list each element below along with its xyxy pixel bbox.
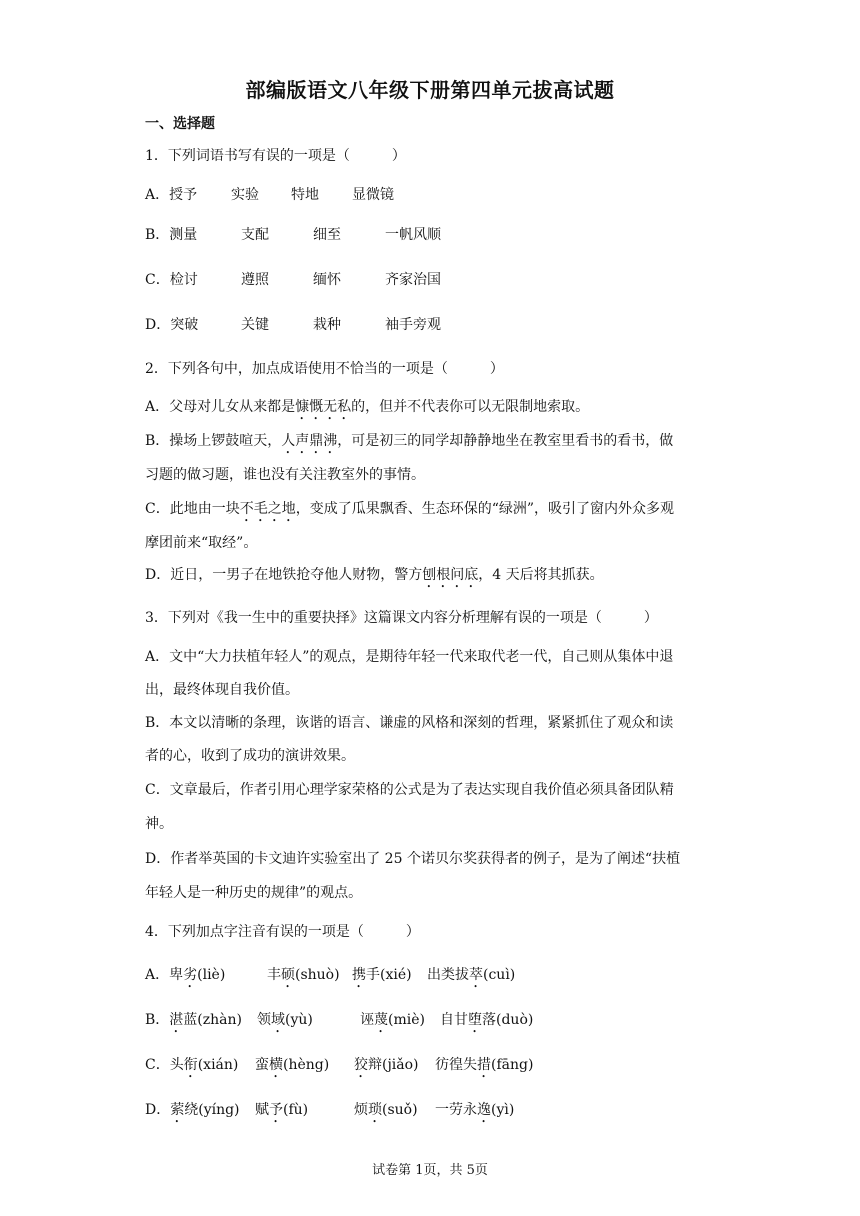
pinyin-item — [267, 965, 352, 991]
question-1-option-c — [145, 270, 441, 290]
question-3-option-a: A．文中“大力扶植年轻人”的观点，是期待年轻一代来取代老一代，自己则从集体中退 — [145, 649, 674, 665]
option-d-word-2: 关键 — [241, 317, 269, 333]
text: C．头 — [145, 1057, 184, 1073]
dotted-char: 劣 — [183, 967, 198, 983]
option-c-word-3: 缅怀 — [313, 272, 341, 288]
option-b-word-1: B．测量 — [145, 227, 198, 243]
question-3-option-d-cont: 年轻人是一种历史的规律”的观点。 — [145, 885, 363, 901]
question-1-option-b — [145, 225, 441, 245]
dotted-char: 衔 — [183, 1057, 198, 1073]
text: 自甘 — [440, 1012, 468, 1028]
pinyin-item — [354, 1055, 435, 1081]
text: 落(duò) — [482, 1012, 534, 1028]
dotted-char: 予 — [269, 1102, 283, 1118]
pinyin-item — [427, 965, 515, 991]
text: 蓝(zhàn) — [183, 1012, 242, 1028]
question-4-option-c — [145, 1055, 533, 1081]
question-1-option-a — [145, 185, 394, 205]
question-1-stem: 1．下列词语书写有误的一项是（ ） — [145, 148, 406, 164]
text: A．卑 — [145, 967, 184, 983]
text: (hèng) — [283, 1057, 330, 1073]
text: 彷徨失 — [435, 1057, 477, 1073]
text: (yù) — [285, 1012, 313, 1028]
text: 的，但并不代表你可以无限制地索取。 — [351, 399, 590, 415]
dotted-idiom: 刨根问底 — [422, 567, 479, 583]
text: D． — [145, 1102, 171, 1118]
text: B．操场上锣鼓喧天， — [145, 433, 282, 449]
option-a-word-1: A．授予 — [145, 187, 198, 203]
question-4-stem: 4．下列加点字注音有误的一项是（ ） — [145, 924, 420, 940]
text: 烦 — [354, 1102, 368, 1118]
question-2-option-c-cont: 摩团前来“取经”。 — [145, 535, 258, 551]
text: 一劳永 — [435, 1102, 477, 1118]
question-2-stem: 2．下列各句中，加点成语使用不恰当的一项是（ ） — [145, 361, 504, 377]
question-3-option-c: C．文章最后，作者引用心理学家荣格的公式是为了表达实现自我价值必须具备团队精 — [145, 782, 674, 798]
option-b-word-3: 细至 — [313, 227, 341, 243]
text: 出类拔 — [427, 967, 469, 983]
question-3-option-b: B．本文以清晰的条理，诙谐的语言、谦虚的风格和深刻的哲理，紧紧抓住了观众和读 — [145, 715, 674, 731]
text: 手(xié) — [366, 967, 412, 983]
text: (xián) — [197, 1057, 239, 1073]
dotted-char: 狡 — [354, 1057, 368, 1073]
option-b-word-4: 一帆风顺 — [385, 227, 441, 243]
pinyin-item — [145, 1100, 255, 1126]
pinyin-item — [145, 965, 267, 991]
question-4-option-d — [145, 1100, 514, 1126]
text: 辩(jiǎo) — [368, 1057, 419, 1073]
dotted-char: 措 — [477, 1057, 491, 1073]
pinyin-item — [257, 1010, 360, 1036]
text: (liè) — [197, 967, 226, 983]
question-3-option-c-cont: 神。 — [145, 816, 173, 832]
text: ，可是初三的同学却静静地坐在教室里看书的看书，做 — [337, 433, 674, 449]
text: D．近日，一男子在地铁抢夺他人财物，警方 — [145, 567, 423, 583]
text: 领 — [257, 1012, 271, 1028]
dotted-char: 琐 — [368, 1102, 382, 1118]
text: (yì) — [491, 1102, 515, 1118]
question-3-option-a-cont: 出，最终体现自我价值。 — [145, 682, 299, 698]
question-2-option-c — [145, 499, 674, 525]
pinyin-item — [255, 1100, 354, 1126]
dotted-char: 域 — [271, 1012, 285, 1028]
question-4-option-a — [145, 965, 515, 991]
text: (suǒ) — [382, 1102, 418, 1118]
dotted-char: 蔑 — [374, 1012, 388, 1028]
question-3-stem: 3．下列对《我一生中的重要抉择》这篇课文内容分析理解有误的一项是（ ） — [145, 610, 658, 626]
dotted-char: 逸 — [477, 1102, 491, 1118]
text: 丰 — [267, 967, 281, 983]
dotted-char: 萦 — [170, 1102, 185, 1118]
text: 蛮 — [255, 1057, 269, 1073]
pinyin-item — [352, 965, 427, 991]
page-footer: 试卷第 1页，共 5页 — [372, 1163, 488, 1178]
option-d-word-3: 栽种 — [313, 317, 341, 333]
option-c-word-4: 齐家治国 — [385, 272, 441, 288]
text: (cuì) — [483, 967, 516, 983]
question-4-option-b — [145, 1010, 533, 1036]
option-a-word-4: 显微镜 — [352, 187, 394, 203]
dotted-idiom: 慷慨无私 — [295, 399, 352, 415]
text: A．父母对儿女从来都是 — [145, 399, 296, 415]
question-1-option-d — [145, 315, 441, 335]
pinyin-item — [435, 1055, 533, 1081]
question-2-option-b-cont: 习题的做习题，谁也没有关注教室外的事情。 — [145, 467, 425, 483]
text: 诬 — [360, 1012, 374, 1028]
dotted-idiom: 不毛之地 — [239, 501, 296, 517]
option-c-word-2: 遵照 — [241, 272, 269, 288]
pinyin-item — [145, 1055, 255, 1081]
pinyin-item — [360, 1010, 440, 1036]
text: (fāng) — [491, 1057, 534, 1073]
section-heading: 一、选择题 — [145, 116, 215, 132]
question-3-option-d: D．作者举英国的卡文迪许实验室出了 25 个诺贝尔奖获得者的例子，是为了阐述“扶植 — [145, 851, 681, 867]
text: (miè) — [388, 1012, 425, 1028]
question-2-option-d — [145, 565, 604, 591]
question-2-option-a — [145, 397, 589, 423]
option-a-word-3: 特地 — [291, 187, 319, 203]
option-a-word-2: 实验 — [231, 187, 259, 203]
dotted-char: 携 — [352, 967, 366, 983]
text: ，变成了瓜果飘香、生态环保的“绿洲”，吸引了窗内外众多观 — [295, 501, 675, 517]
option-b-word-2: 支配 — [241, 227, 269, 243]
text: (shuò) — [295, 967, 340, 983]
option-d-word-4: 袖手旁观 — [385, 317, 441, 333]
option-d-word-1: D．突破 — [145, 317, 199, 333]
text: C．此地由一块 — [145, 501, 240, 517]
dotted-char: 横 — [269, 1057, 283, 1073]
pinyin-item — [255, 1055, 354, 1081]
dotted-char: 湛 — [169, 1012, 184, 1028]
pinyin-item — [440, 1010, 533, 1036]
pinyin-item — [145, 1010, 257, 1036]
dotted-char: 堕 — [468, 1012, 482, 1028]
question-2-option-b — [145, 431, 673, 457]
pinyin-item — [435, 1100, 514, 1126]
text: 绕(yíng) — [184, 1102, 240, 1118]
question-3-option-b-cont: 者的心，收到了成功的演讲效果。 — [145, 748, 355, 764]
pinyin-item — [354, 1100, 435, 1126]
dotted-idiom: 人声鼎沸 — [281, 433, 338, 449]
dotted-char: 萃 — [469, 967, 483, 983]
option-c-word-1: C．检讨 — [145, 272, 198, 288]
text: ，4 天后将其抓获。 — [478, 567, 604, 583]
page-title: 部编版语文八年级下册第四单元拔高试题 — [245, 78, 615, 102]
text: B． — [145, 1012, 170, 1028]
text: 赋 — [255, 1102, 269, 1118]
text: (fù) — [283, 1102, 309, 1118]
dotted-char: 硕 — [281, 967, 295, 983]
